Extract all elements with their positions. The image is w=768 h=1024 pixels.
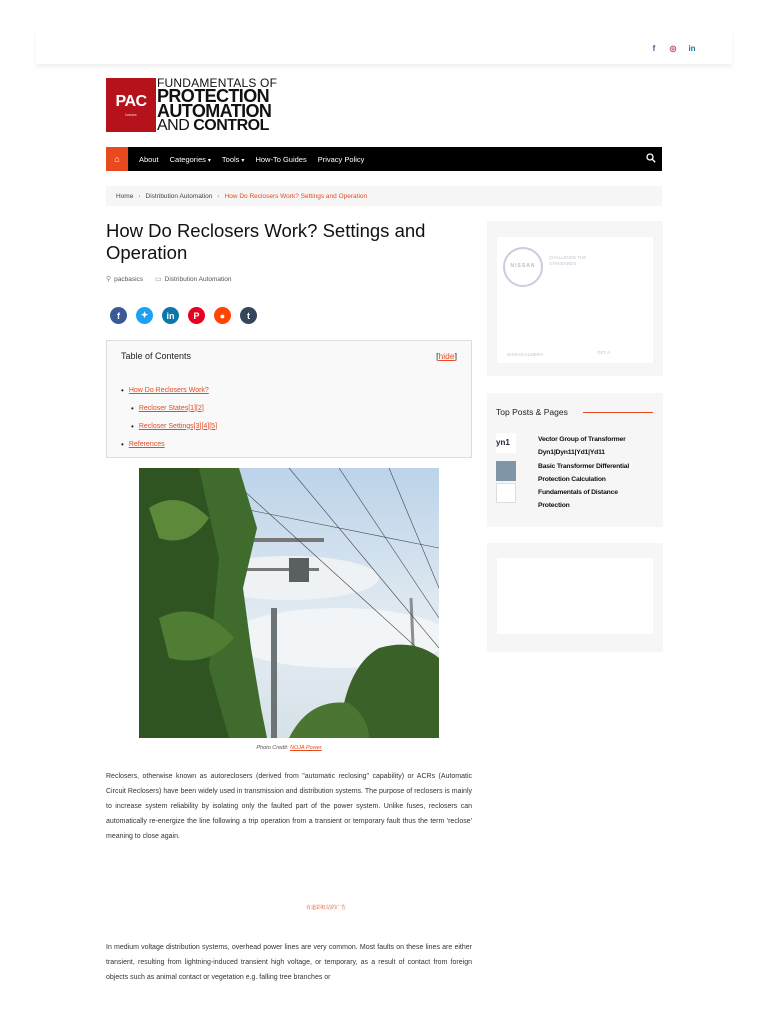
- toc-hide-toggle: [436, 351, 457, 361]
- ad-brand-name: NISSAN: [510, 263, 536, 269]
- toc-title: Table of Contents: [121, 351, 192, 361]
- nav-about[interactable]: About: [139, 154, 159, 164]
- site-logo[interactable]: [106, 78, 277, 132]
- nav-categories[interactable]: [170, 155, 211, 164]
- toc-link-recloser-settings[interactable]: • Recloser Settings[3][4][5]: [138, 422, 218, 430]
- nav-privacy-policy[interactable]: Privacy Policy: [317, 154, 365, 164]
- logo-badge: [106, 78, 156, 132]
- post-thumbnail[interactable]: [496, 461, 516, 481]
- article-paragraph: In medium voltage distribution systems, overhead power lines are very common. Most faults on these lines are either transient, resulting from lightning-induced transient high voltage, or temporary, as a result of contact from foreign objects such as animal contact or vegetation e.g. falling tree branches or: [106, 944, 472, 981]
- toc-item: [121, 435, 217, 453]
- post-author[interactable]: pacbasics: [114, 275, 144, 283]
- logo-wordmark: [157, 78, 277, 132]
- logo-line-4-pre: AND: [157, 117, 194, 134]
- linkedin-icon[interactable]: in: [688, 44, 696, 53]
- top-posts-title: Top Posts & Pages: [496, 407, 568, 417]
- home-icon[interactable]: ⌂: [106, 147, 128, 171]
- toc-bracket-open: [: [436, 351, 439, 361]
- user-icon: ⚲: [106, 276, 112, 283]
- toc-item: [121, 381, 217, 399]
- toc-list: [121, 381, 217, 453]
- share-buttons: [110, 307, 257, 324]
- top-post-title[interactable]: Basic Transformer Differential Protection Calculation: [538, 463, 630, 483]
- toc-hide-link[interactable]: hide: [438, 351, 455, 361]
- page-title: How Do Reclosers Work? Settings and Operation: [106, 220, 426, 263]
- article-paragraph: Reclosers, otherwise known as autoreclosers (derived from "automatic reclosing" capability) or ACRs (Automatic Circuit Reclosers) have been widely used in transmission and distribution systems. The purpose of reclosers is mainly to increase system reliability by isolating only the faulted part of the power system. Unlike fuses, reclosers can automatically re-energize the line following a trip operation from a transient or temporary fault thus the term 'reclose' meaning to close again.: [106, 773, 472, 840]
- photo-caption-prefix: Photo Credit:: [256, 745, 291, 751]
- toc-bracket-close: ]: [454, 351, 457, 361]
- toc-item: [121, 417, 217, 435]
- title-underline: [583, 412, 653, 413]
- toc-link-recloser-states[interactable]: • Recloser States[1][2]: [138, 404, 204, 412]
- nav-tools[interactable]: [222, 155, 245, 164]
- breadcrumb: [106, 186, 662, 206]
- ad-slogan-line-2: STANDARDS: [549, 261, 577, 266]
- toc-item: [121, 399, 217, 417]
- toc-link-how-do-reclosers-work[interactable]: • How Do Reclosers Work?: [128, 386, 209, 394]
- caret-down-icon: ▾: [241, 157, 245, 164]
- caret-down-icon: ▾: [207, 157, 211, 164]
- table-of-contents: [106, 340, 472, 458]
- sidebar-empty-widget: [487, 543, 663, 652]
- ad-slogan: [549, 255, 586, 267]
- logo-line-1: FUNDAMENTALS OF: [157, 76, 278, 90]
- linkedin-share-icon[interactable]: in: [162, 307, 179, 324]
- logo-badge-text: PAC: [115, 92, 147, 110]
- post-category[interactable]: Distribution Automation: [164, 275, 232, 283]
- logo-line-4: [157, 119, 277, 133]
- ad-label[interactable]: 有道彩虹站的广告: [305, 905, 346, 911]
- top-posts-widget: [487, 393, 663, 527]
- top-post-title[interactable]: Vector Group of Transformer Dyn1|Dyn11|Yd1|Yd11: [538, 436, 626, 456]
- post-thumbnail-text: yn1: [496, 438, 510, 447]
- main-nav: [106, 147, 662, 171]
- post-thumbnail[interactable]: [496, 483, 516, 503]
- photo-credit-link[interactable]: NOJA Power: [290, 745, 322, 751]
- toc-link-references[interactable]: • References: [128, 440, 165, 448]
- logo-line-4-bold: CONTROL: [193, 117, 269, 134]
- facebook-icon[interactable]: f: [652, 44, 656, 53]
- sidebar-ad[interactable]: [497, 237, 653, 363]
- post-thumbnail[interactable]: [496, 433, 516, 453]
- ad-model: NISSAN ALMERA: [507, 352, 544, 357]
- breadcrumb-home[interactable]: Home: [116, 192, 134, 200]
- twitter-share-icon[interactable]: ✦: [136, 307, 153, 324]
- chevron-right-icon: ›: [138, 192, 141, 200]
- ad-slogan-line-1: CHALLENGE THE: [549, 255, 587, 260]
- social-links-top: [650, 44, 696, 54]
- breadcrumb-current: How Do Reclosers Work? Settings and Operation: [224, 192, 368, 200]
- tumblr-share-icon[interactable]: t: [240, 307, 257, 324]
- nav-how-to-guides[interactable]: How-To Guides: [255, 154, 307, 164]
- logo-line-2: PROTECTION: [157, 86, 270, 106]
- pinterest-share-icon[interactable]: P: [188, 307, 205, 324]
- sidebar-ad-slot[interactable]: [497, 558, 653, 634]
- top-post-title[interactable]: Fundamentals of Distance Protection: [538, 489, 618, 509]
- nav-categories-label: Categories: [169, 154, 206, 164]
- nav-tools-label: Tools: [221, 154, 240, 164]
- search-icon[interactable]: [646, 153, 656, 163]
- facebook-share-icon[interactable]: f: [110, 307, 127, 324]
- chevron-right-icon: ›: [217, 192, 220, 200]
- top-bar: [36, 30, 732, 64]
- instagram-icon[interactable]: ◎: [669, 44, 677, 53]
- breadcrumb-category[interactable]: Distribution Automation: [145, 192, 213, 200]
- photo-caption: [139, 745, 439, 751]
- reddit-share-icon[interactable]: ●: [214, 307, 231, 324]
- logo-line-3: AUTOMATION: [157, 101, 272, 121]
- logo-badge-subtext: basics: [125, 111, 137, 117]
- post-meta: [106, 275, 232, 283]
- sidebar-ad-widget: [487, 221, 663, 376]
- folder-icon: ▭: [155, 276, 162, 283]
- recloser-photo: [139, 468, 439, 738]
- ad-cta[interactable]: GET A: [597, 350, 611, 355]
